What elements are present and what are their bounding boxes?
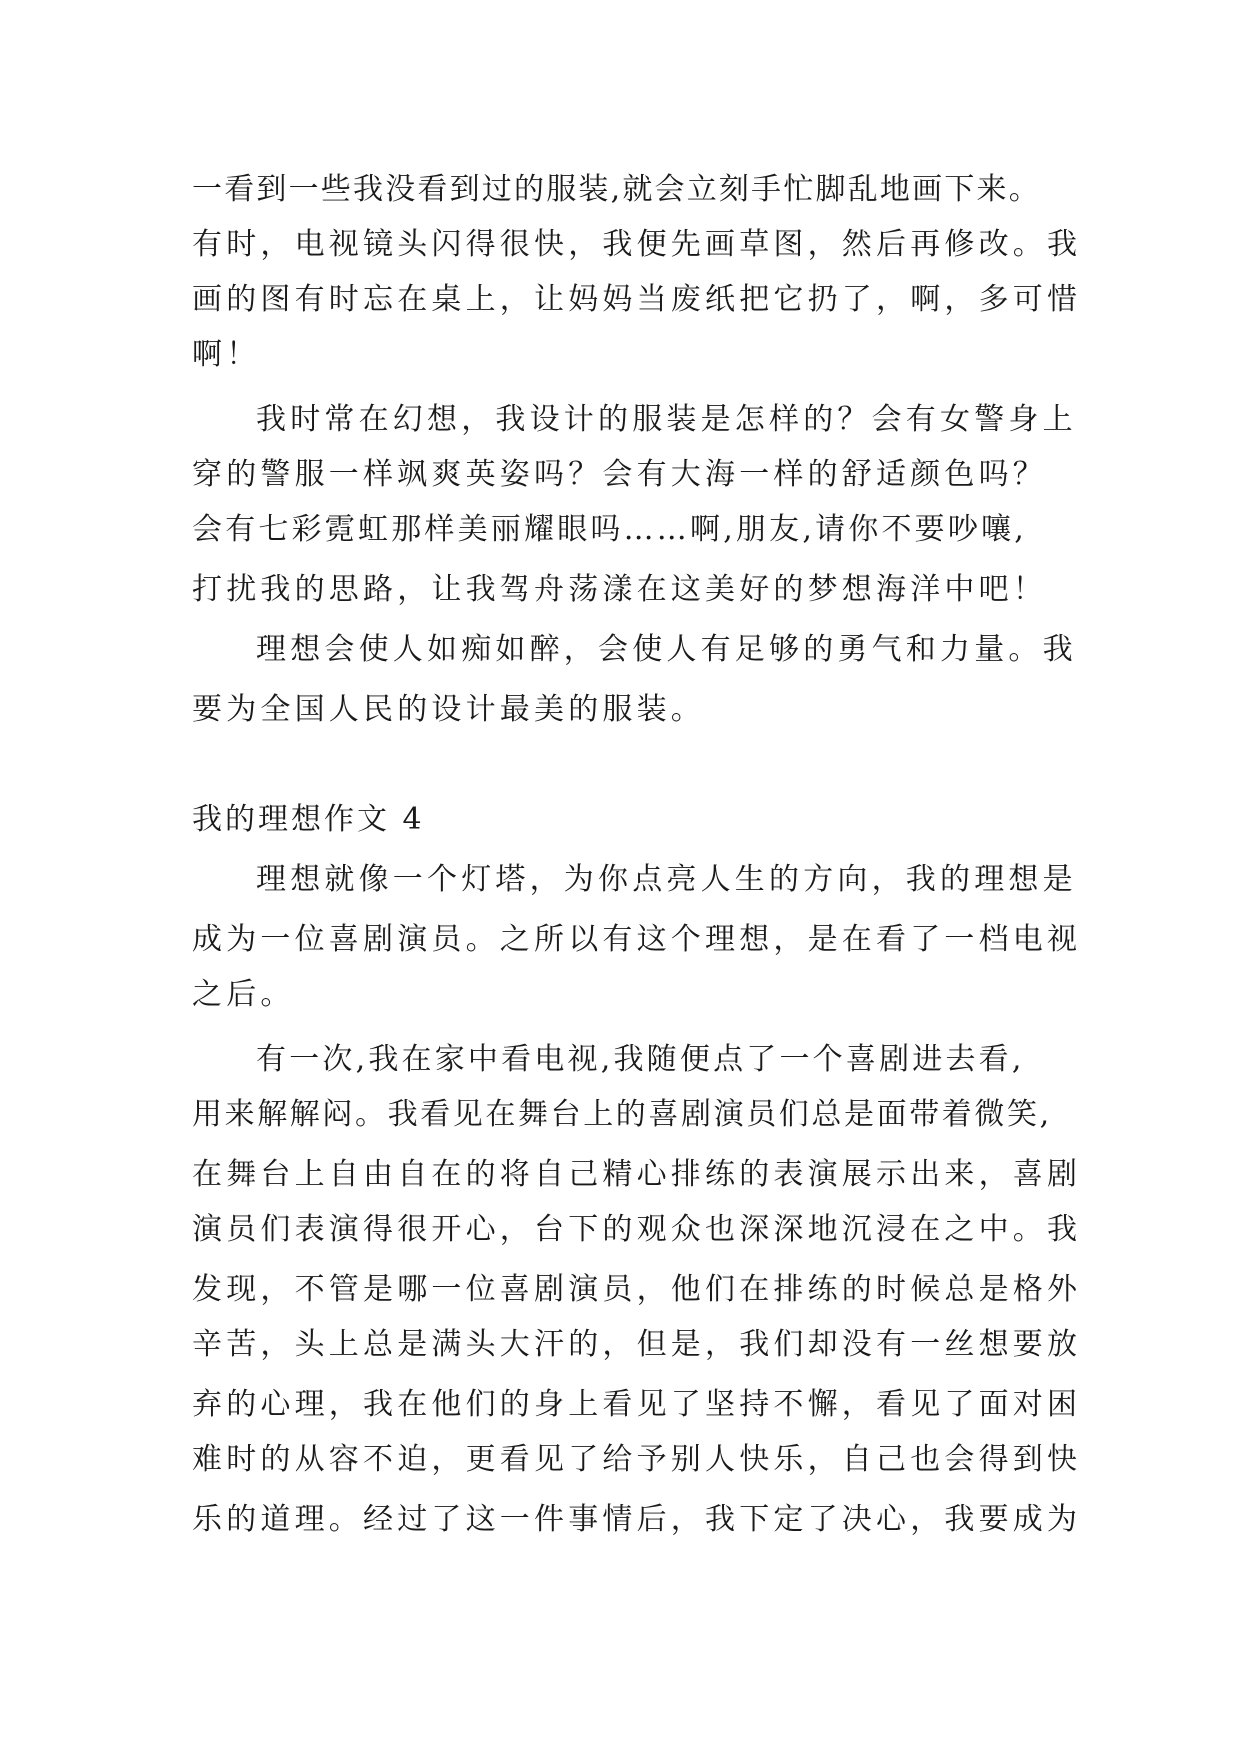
section-heading: 我的理想作文 4 bbox=[192, 802, 425, 837]
text-line: 发现，不管是哪一位喜剧演员，他们在排练的时候总是格外 bbox=[192, 1272, 1082, 1307]
text-line: 辛苦，头上总是满头大汗的，但是，我们却没有一丝想要放 bbox=[192, 1327, 1082, 1362]
text-line: 画的图有时忘在桌上，让妈妈当废纸把它扔了，啊，多可惜 bbox=[192, 282, 1082, 317]
text-line: 弃的心理，我在他们的身上看见了坚持不懈，看见了面对困 bbox=[192, 1387, 1082, 1422]
text-line: 穿的警服一样飒爽英姿吗？会有大海一样的舒适颜色吗？ bbox=[192, 457, 1047, 492]
text-line: 要为全国人民的设计最美的服装。 bbox=[192, 692, 705, 727]
text-line: 打扰我的思路，让我驾舟荡漾在这美好的梦想海洋中吧！ bbox=[192, 572, 1047, 607]
text-line: 在舞台上自由自在的将自己精心排练的表演展示出来，喜剧 bbox=[192, 1157, 1082, 1192]
text-line: 成为一位喜剧演员。之所以有这个理想，是在看了一档电视 bbox=[192, 922, 1082, 957]
text-line: 一看到一些我没看到过的服装,就会立刻手忙脚乱地画下来。 bbox=[192, 172, 1041, 207]
text-line: 用来解解闷。我看见在舞台上的喜剧演员们总是面带着微笑, bbox=[192, 1097, 1052, 1132]
text-line: 理想就像一个灯塔，为你点亮人生的方向，我的理想是 bbox=[256, 862, 1077, 897]
text-line: 有时，电视镜头闪得很快，我便先画草图，然后再修改。我 bbox=[192, 227, 1082, 262]
text-line: 啊！ bbox=[192, 337, 261, 372]
text-line: 有一次,我在家中看电视,我随便点了一个喜剧进去看, bbox=[256, 1042, 1025, 1077]
text-line: 乐的道理。经过了这一件事情后，我下定了决心，我要成为 bbox=[192, 1502, 1082, 1537]
text-line: 演员们表演得很开心，台下的观众也深深地沉浸在之中。我 bbox=[192, 1212, 1082, 1247]
text-line: 我时常在幻想，我设计的服装是怎样的？会有女警身上 bbox=[256, 402, 1077, 437]
text-line: 之后。 bbox=[192, 977, 295, 1012]
text-line: 难时的从容不迫，更看见了给予别人快乐，自己也会得到快 bbox=[192, 1442, 1082, 1477]
text-line: 会有七彩霓虹那样美丽耀眼吗……啊,朋友,请你不要吵嚷, bbox=[192, 512, 1028, 547]
text-line: 理想会使人如痴如醉，会使人有足够的勇气和力量。我 bbox=[256, 632, 1077, 667]
